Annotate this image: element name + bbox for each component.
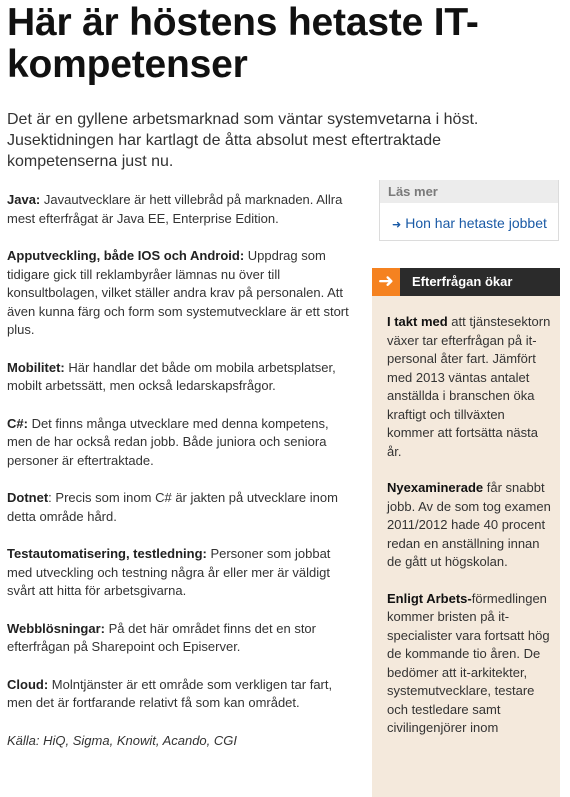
factbox-lead: I takt med — [387, 314, 448, 329]
read-more-link-label: Hon har hetaste jobbet — [405, 215, 547, 231]
section-label: Dotnet — [7, 490, 49, 505]
section-text: Molntjänster är ett område som verkligen tar fart, men det är fortfarande relativt få som kan området. — [7, 676, 333, 710]
section-label: Cloud: — [7, 676, 49, 692]
section-test-automation — [7, 545, 357, 601]
section-dotnet — [7, 489, 357, 526]
arrow-right-icon: ➜ — [392, 219, 402, 231]
article-headline: Här är höstens hetaste IT-kompetenser — [7, 1, 479, 86]
factbox — [372, 268, 560, 797]
factbox-text: förmedlingen kommer bristen på it-specialister vara fortsatt hög de kommande tio åren. De bedömer att it-arkitekter, systemutvecklare, testare och testledare samt civilingenjörer inom — [387, 590, 550, 735]
section-cloud — [7, 676, 357, 713]
section-text: Personer som jobbat med utveckling och testning några år eller mer är väldigt svårt att hitta för arbetsgivarna. — [7, 546, 331, 598]
section-label: Mobilitet: — [7, 359, 65, 375]
factbox-lead: Enligt Arbets- — [387, 590, 472, 606]
factbox-paragraph — [387, 313, 552, 461]
section-text: Uppdrag som tidigare gick till reklambyråer lämnas nu över till konsultbolagen, vilket ställer andra krav på personalen. Att även kunna färg och form som systemutvecklare är ett stort plus. — [7, 248, 349, 337]
factbox-title: Efterfrågan ökar — [412, 274, 513, 289]
section-label: C#: — [7, 415, 28, 431]
read-more-box — [379, 180, 559, 241]
factbox-text: att tjänstesektorn växer tar efterfrågan på it-personal åter fart. Jämfört med 2013 väntas antalet anställda i branschen öka kraftigt och tillväxten kommer att fortsätta nästa år. — [387, 314, 551, 459]
section-mobility — [7, 359, 357, 396]
read-more-title: Läs mer — [380, 180, 558, 203]
arrow-right-icon: ➜ — [372, 268, 400, 296]
article-lead: Det är en gyllene arbetsmarknad som väntar systemvetarna i höst. Jusektidningen har kartlagt de åtta absolut mest eftertraktade kompetenserna just nu. — [7, 111, 479, 170]
section-text: Det finns många utvecklare med denna kompetens, men de har också redan jobb. Både juniora och seniora personer är eftertraktade. — [7, 415, 329, 468]
section-text: Här handlar det både om mobila arbetsplatser, mobilt arbetssätt, men också ledarskapsfrågor. — [7, 359, 336, 393]
section-label: Webblösningar: — [7, 620, 105, 636]
section-label: Java: — [7, 192, 41, 207]
factbox-text: får snabbt jobb. Av de som tog examen 2011/2012 hade 40 procent redan en anställning innan de gått ut högskolan. — [387, 480, 551, 569]
factbox-paragraph — [387, 479, 552, 572]
section-text: På det här området finns det en stor efterfrågan på Sharepoint och Episerver. — [7, 620, 316, 654]
section-java — [7, 191, 357, 228]
article-body — [7, 191, 357, 769]
section-app-development — [7, 247, 357, 340]
factbox-header — [372, 268, 560, 296]
source-note: Källa: HiQ, Sigma, Knowit, Acando, CGI — [7, 732, 238, 748]
section-text: : Precis som inom C# är jakten på utvecklare inom detta område hård. — [7, 490, 338, 524]
section-text: Javautvecklare är hett villebråd på marknaden. Allra mest efterfrågat är Java EE, Enterprise Edition. — [7, 192, 343, 226]
factbox-body — [387, 313, 552, 756]
section-label: Testautomatisering, testledning: — [7, 546, 207, 561]
section-web-solutions — [7, 620, 357, 657]
read-more-link[interactable] — [380, 215, 558, 233]
section-csharp — [7, 415, 357, 471]
factbox-paragraph — [387, 590, 552, 738]
factbox-lead: Nyexaminerade — [387, 480, 484, 495]
section-label: Apputveckling, både IOS och Android: — [7, 248, 245, 263]
